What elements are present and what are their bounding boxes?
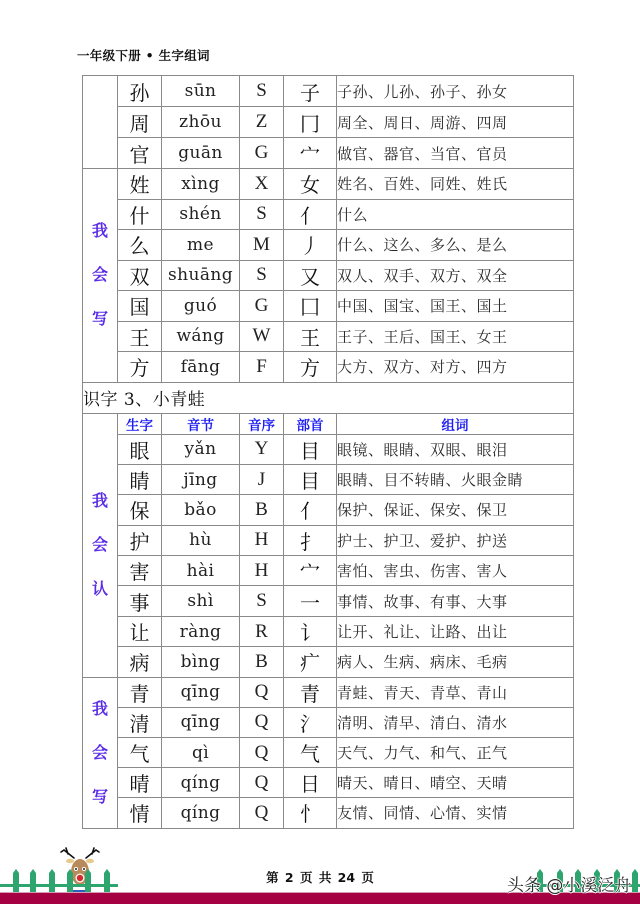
radical-cell: 扌 [284,525,337,555]
pinyin-cell: qíng [162,798,240,828]
pinyin-cell: ràng [162,616,240,646]
column-header-radical: 部首 [284,413,337,434]
table-row [83,107,574,138]
character-cell: 清 [118,707,162,737]
radical-cell: 目 [284,434,337,464]
pinyin-cell: qíng [162,768,240,798]
pinyin-cell: xìng [162,169,240,200]
pinyin-cell: hù [162,525,240,555]
pinyin-cell: guó [162,291,240,322]
initial-letter-cell: X [240,169,284,200]
table-row [83,138,574,169]
initial-letter-cell: B [240,647,284,677]
pinyin-cell: jīng [162,464,240,494]
column-header-words: 组词 [337,413,574,434]
character-cell: 国 [118,291,162,322]
pinyin-cell: qì [162,738,240,768]
pinyin-cell: bìng [162,647,240,677]
column-header-char: 生字 [118,413,162,434]
radical-cell: 冂 [284,107,337,138]
word-group-cell: 害怕、害虫、伤害、害人 [337,556,574,586]
character-cell: 青 [118,677,162,707]
table-body [83,76,574,829]
radical-cell: 又 [284,260,337,291]
character-cell: 么 [118,230,162,261]
character-cell: 害 [118,556,162,586]
table-row [83,707,574,737]
table-row [83,647,574,677]
radical-cell: 囗 [284,291,337,322]
initial-letter-cell: Z [240,107,284,138]
pinyin-cell: hài [162,556,240,586]
initial-letter-cell: H [240,525,284,555]
word-group-cell: 病人、生病、病床、毛病 [337,647,574,677]
radical-cell: 子 [284,76,337,107]
character-cell: 保 [118,495,162,525]
label-char: 认 [91,579,108,599]
page-indicator: 第 2 页 共 24 页 [266,870,374,885]
table-row [83,230,574,261]
pinyin-cell: shì [162,586,240,616]
initial-letter-cell: Q [240,768,284,798]
label-char: 会 [91,265,108,285]
character-cell: 情 [118,798,162,828]
character-cell: 事 [118,586,162,616]
label-char: 我 [91,698,108,718]
word-group-cell: 友情、同情、心情、实情 [337,798,574,828]
initial-letter-cell: S [240,76,284,107]
word-group-cell: 晴天、晴日、晴空、天晴 [337,768,574,798]
word-group-cell: 清明、清早、清白、清水 [337,707,574,737]
radical-cell: 亻 [284,495,337,525]
table-row [83,321,574,352]
word-group-cell: 保护、保证、保安、保卫 [337,495,574,525]
word-group-cell: 双人、双手、双方、双全 [337,260,574,291]
pinyin-cell: sūn [162,76,240,107]
character-cell: 官 [118,138,162,169]
label-char: 会 [91,742,108,762]
table-row [83,260,574,291]
table-row [83,798,574,828]
table-row [83,495,574,525]
initial-letter-cell: G [240,291,284,322]
initial-letter-cell: G [240,138,284,169]
table-row [83,677,574,707]
document-header-title: 一年级下册 • 生字组词 [77,48,210,63]
table-row [83,199,574,230]
word-group-cell: 子孙、儿孙、孙子、孙女 [337,76,574,107]
radical-cell: 日 [284,768,337,798]
table-row [83,738,574,768]
word-group-cell: 什么 [337,199,574,230]
character-cell: 病 [118,647,162,677]
table-row [83,768,574,798]
radical-cell: 丿 [284,230,337,261]
word-group-cell: 青蛙、青天、青草、青山 [337,677,574,707]
initial-letter-cell: Q [240,798,284,828]
radical-cell: 讠 [284,616,337,646]
initial-letter-cell: B [240,495,284,525]
word-group-cell: 做官、器官、当官、官员 [337,138,574,169]
table-row [83,434,574,464]
radical-cell: 疒 [284,647,337,677]
radical-cell: 气 [284,738,337,768]
radical-cell: 亻 [284,199,337,230]
initial-letter-cell: S [240,199,284,230]
initial-letter-cell: M [240,230,284,261]
character-cell: 让 [118,616,162,646]
watermark: 头条 @小溪泛舟 [507,876,632,896]
character-cell: 方 [118,352,162,383]
radical-cell: 氵 [284,707,337,737]
table-row [83,352,574,383]
radical-cell: 方 [284,352,337,383]
character-word-table [82,75,574,829]
table-row [83,616,574,646]
initial-letter-cell: J [240,464,284,494]
table-row [83,525,574,555]
table-row [83,291,574,322]
label-char: 我 [91,491,108,511]
radical-cell: 目 [284,464,337,494]
character-cell: 晴 [118,768,162,798]
character-cell: 周 [118,107,162,138]
word-group-cell: 事情、故事、有事、大事 [337,586,574,616]
initial-letter-cell: H [240,556,284,586]
initial-letter-cell: R [240,616,284,646]
character-cell: 双 [118,260,162,291]
initial-letter-cell: S [240,260,284,291]
column-header-row [83,413,574,434]
character-cell: 孙 [118,76,162,107]
initial-letter-cell: S [240,586,284,616]
lesson-title-row [83,382,574,413]
radical-cell: 王 [284,321,337,352]
initial-letter-cell: F [240,352,284,383]
word-group-cell: 姓名、百姓、同姓、姓氏 [337,169,574,200]
table-row [83,169,574,200]
character-cell: 睛 [118,464,162,494]
pinyin-cell: yǎn [162,434,240,464]
word-group-cell: 天气、力气、和气、正气 [337,738,574,768]
table-row [83,586,574,616]
word-group-cell: 王子、王后、国王、女王 [337,321,574,352]
pinyin-cell: wáng [162,321,240,352]
pinyin-cell: shén [162,199,240,230]
radical-cell: 忄 [284,798,337,828]
radical-cell: 一 [284,586,337,616]
radical-cell: 宀 [284,138,337,169]
character-cell: 姓 [118,169,162,200]
character-cell: 气 [118,738,162,768]
table-row [83,464,574,494]
word-group-cell: 护士、护卫、爱护、护送 [337,525,574,555]
word-group-cell: 眼睛、目不转睛、火眼金睛 [337,464,574,494]
word-group-cell: 让开、礼让、让路、出让 [337,616,574,646]
pinyin-cell: zhōu [162,107,240,138]
character-cell: 眼 [118,434,162,464]
word-group-cell: 大方、双方、对方、四方 [337,352,574,383]
word-group-cell: 周全、周日、周游、四周 [337,107,574,138]
pinyin-cell: qīng [162,677,240,707]
section-label [83,677,118,828]
radical-cell: 青 [284,677,337,707]
label-char: 写 [91,309,108,329]
label-char: 写 [91,786,108,806]
character-cell: 什 [118,199,162,230]
initial-letter-cell: Q [240,677,284,707]
radical-cell: 宀 [284,556,337,586]
lesson-title: 识字 3、小青蛙 [83,382,574,413]
word-group-cell: 什么、这么、多么、是么 [337,230,574,261]
pinyin-cell: qīng [162,707,240,737]
word-group-cell: 眼镜、眼睛、双眼、眼泪 [337,434,574,464]
section-label [83,169,118,383]
pinyin-cell: bǎo [162,495,240,525]
pinyin-cell: fāng [162,352,240,383]
pinyin-cell: me [162,230,240,261]
initial-letter-cell: Y [240,434,284,464]
word-group-cell: 中国、国宝、国王、国土 [337,291,574,322]
section-label [83,76,118,169]
table-row [83,556,574,586]
table-row [83,76,574,107]
initial-letter-cell: Q [240,707,284,737]
pinyin-cell: shuāng [162,260,240,291]
initial-letter-cell: Q [240,738,284,768]
initial-letter-cell: W [240,321,284,352]
character-cell: 护 [118,525,162,555]
radical-cell: 女 [284,169,337,200]
pinyin-cell: guān [162,138,240,169]
section-label [83,413,118,677]
label-char: 我 [91,221,108,241]
column-header-order: 音序 [240,413,284,434]
column-header-pinyin: 音节 [162,413,240,434]
label-char: 会 [91,535,108,555]
character-cell: 王 [118,321,162,352]
